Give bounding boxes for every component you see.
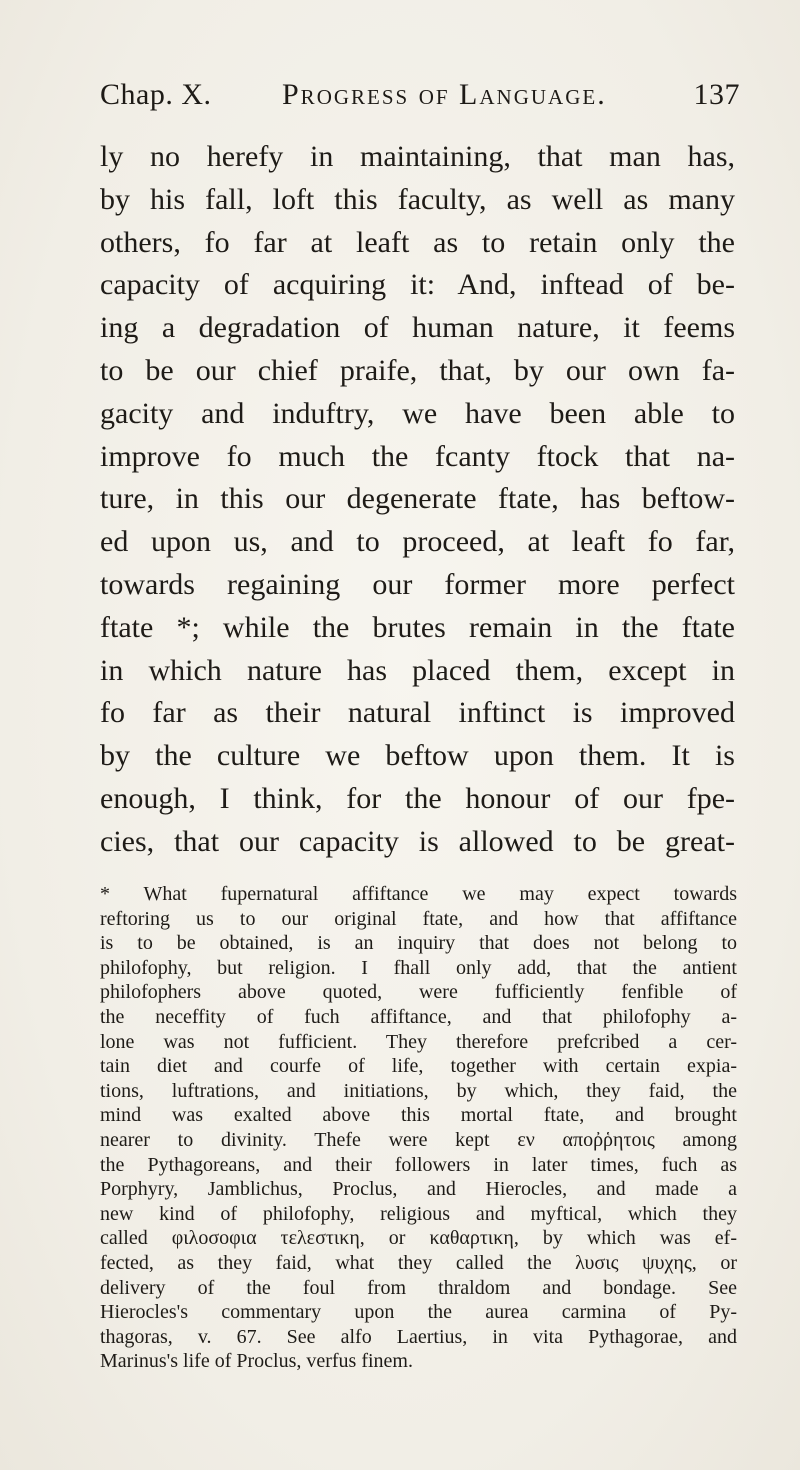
running-head: [100, 78, 740, 122]
footnote-line: Hierocles's commentary upon the aurea carmina of Py-: [100, 1301, 737, 1324]
body-line: ly no herefy in maintaining, that man has,: [100, 140, 735, 173]
footnote-line: called φιλοσοφια τελεστικη, or καθαρτικη, by which was ef-: [100, 1227, 737, 1250]
footnote: [100, 882, 737, 1374]
chapter-title: Progress of Language.: [282, 78, 607, 111]
body-line: towards regaining our former more perfect: [100, 567, 735, 601]
footnote-line: Marinus's life of Proclus, verfus finem.: [100, 1350, 413, 1373]
footnote-line: delivery of the foul from thraldom and bondage. See: [100, 1276, 737, 1299]
body-line: enough, I think, for the honour of our fpe-: [100, 781, 735, 815]
footnote-line: * What fupernatural affiftance we may expect towards: [100, 883, 737, 905]
footnote-line: thagoras, v. 67. See alfo Laertius, in vita Pythagorae, and: [100, 1325, 737, 1348]
footnote-line: lone was not fufficient. They therefore prefcribed a cer-: [100, 1030, 737, 1053]
chapter-label: Chap. X.: [100, 78, 212, 111]
footnote-line: mind was exalted above this mortal ftate, and brought: [100, 1104, 737, 1127]
footnote-line: is to be obtained, is an inquiry that does not belong to: [100, 932, 737, 955]
footnote-line: tain diet and courfe of life, together with certain expia-: [100, 1055, 737, 1078]
body-line: cies, that our capacity is allowed to be great-: [100, 824, 735, 858]
body-line: others, fo far at leaft as to retain only the: [100, 225, 735, 259]
body-line: improve fo much the fcanty ftock that na-: [100, 439, 735, 473]
body-line: capacity of acquiring it: And, inftead of be-: [100, 268, 735, 302]
body-line: to be our chief praife, that, by our own fa-: [100, 353, 735, 387]
footnote-line: philofophy, but religion. I fhall only add, that the antient: [100, 956, 737, 979]
footnote-line: new kind of philofophy, religious and myftical, which they: [100, 1202, 737, 1225]
footnote-line: the Pythagoreans, and their followers in later times, fuch as: [100, 1153, 737, 1176]
footnote-line: nearer to divinity. Thefe were kept εν αποῤῥητοις among: [100, 1128, 737, 1151]
body-line: by his fall, loft this faculty, as well as many: [100, 182, 735, 216]
body-text: [100, 136, 735, 864]
page-number: 137: [693, 78, 740, 111]
body-line: fo far as their natural inftinct is improved: [100, 696, 735, 730]
body-line: in which nature has placed them, except in: [100, 653, 735, 687]
body-line: by the culture we beftow upon them. It is: [100, 739, 735, 773]
footnote-line: reftoring us to our original ftate, and how that affiftance: [100, 907, 737, 930]
body-line: gacity and induftry, we have been able to: [100, 396, 735, 430]
footnote-line: philofophers above quoted, were fufficiently fenfible of: [100, 981, 737, 1004]
footnote-line: fected, as they faid, what they called the λυσις ψυχης, or: [100, 1251, 737, 1274]
footnote-line: the neceffity of fuch affiftance, and that philofophy a-: [100, 1005, 737, 1028]
body-line: ftate *; while the brutes remain in the ftate: [100, 610, 735, 644]
body-line: ture, in this our degenerate ftate, has beftow-: [100, 482, 735, 516]
footnote-line: Porphyry, Jamblichus, Proclus, and Hierocles, and made a: [100, 1178, 737, 1201]
footnote-line: tions, luftrations, and initiations, by which, they faid, the: [100, 1079, 737, 1102]
body-line: ing a degradation of human nature, it feems: [100, 311, 735, 345]
body-line: ed upon us, and to proceed, at leaft fo far,: [100, 525, 735, 559]
